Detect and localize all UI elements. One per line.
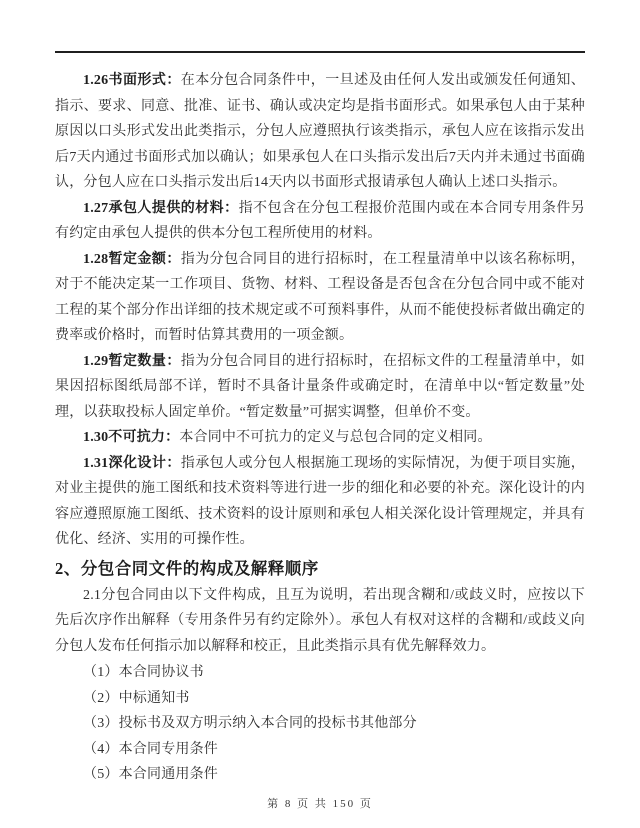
clause-1-27-text: 指不包含在分包工程报价范围内或在本合同专用条件另有约定由承包人提供的供本分包工程所使用的材料。 (55, 200, 585, 241)
clause-1-26-text: 在本分包合同条件中，一旦述及由任何人发出或颁发任何通知、指示、要求、同意、批准、证书、确认或决定均是指书面形式。如果承包人由于某种原因以口头形式发出此类指示，分包人应遵照执行该类指示，承包人应在该指示发出后7天内通过书面形式加以确认；如果承包人在口头指示发出后7天内并未通过书面确认，分包人应在口头指示发出后14天内以书面形式报请承包人确认上述口头指示。 (55, 73, 585, 190)
clause-1-31 (55, 451, 585, 553)
page-number: 第 8 页 共 150 页 (267, 797, 373, 810)
clause-1-31-label: 1.31深化设计： (83, 455, 181, 471)
list-item-special-conditions: （4）本合同专用条件 (83, 741, 218, 757)
header-rule (55, 51, 585, 53)
clause-1-30-text: 本合同中不可抗力的定义与总包合同的定义相同。 (179, 430, 492, 445)
clause-1-30-label: 1.30不可抗力： (83, 430, 180, 445)
clause-1-30 (55, 425, 585, 451)
clause-2-1: 2.1分包合同由以下文件构成，且互为说明，若出现含糊和/或歧义时，应按以下先后次序作出解释（专用条件另有约定除外）。承包人有权对这样的含糊和/或歧义向分包人发布任何指示加以解释和校正，且此类指示具有优先解释效力。 (55, 587, 585, 654)
list-item-bid-documents: （3）投标书及双方明示纳入本合同的投标书其他部分 (83, 716, 417, 731)
clause-1-26 (55, 68, 585, 196)
list-item-agreement: （1）本合同协议书 (83, 665, 204, 680)
clause-1-28 (55, 247, 585, 349)
list-item-general-conditions: （5）本合同通用条件 (83, 767, 218, 782)
section-2-heading: 2、分包合同文件的构成及解释顺序 (55, 558, 319, 578)
list-item-award-notice: （2）中标通知书 (83, 690, 190, 706)
clause-1-29 (55, 349, 585, 426)
document-content (55, 68, 585, 811)
clause-1-28-label: 1.28暂定金额： (83, 251, 181, 267)
clause-1-31-text: 指承包人或分包人根据施工现场的实际情况，为便于项目实施，对业主提供的施工图纸和技术资料等进行进一步的细化和必要的补充。深化设计的内容应遵照原施工图纸、技术资料的设计原则和承包人相关深化设计管理规定，并具有优化、经济、实用的可操作性。 (55, 455, 585, 547)
clause-1-29-text: 指为分包合同目的进行招标时，在招标文件的工程量清单中，如果因招标图纸局部不详，暂时不具备计量条件或确定时，在清单中以“暂定数量”处理，以获取投标人固定单价。“暂定数量”可据实调整，但单价不变。 (55, 353, 585, 420)
contract-documents-list (55, 660, 585, 788)
clause-1-27 (55, 196, 585, 247)
clause-1-27-label: 1.27承包人提供的材料： (83, 200, 239, 216)
clause-1-29-label: 1.29暂定数量： (83, 353, 181, 369)
clause-1-26-label: 1.26书面形式： (83, 73, 181, 88)
clause-1-28-text: 指为分包合同目的进行招标时，在工程量清单中以该名称标明，对于不能决定某一工作项目、货物、材料、工程设备是否包含在分包合同中或不能对工程的某个部分作出详细的技术规定或不可预料事件，从而不能使投标者做出确定的费率或价格时，而暂时估算其费用的一项金额。 (55, 251, 585, 343)
